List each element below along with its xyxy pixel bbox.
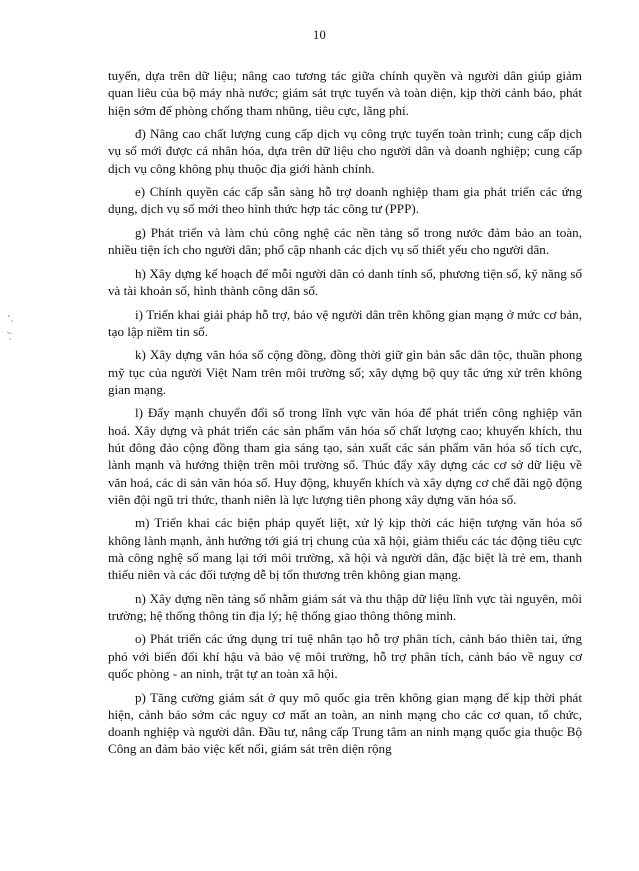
- paragraph-continued: tuyến, dựa trên dữ liệu; nâng cao tương tác giữa chính quyền và người dân giúp giảm quan liêu của bộ máy nhà nước; giám sát trực tuyến và toàn diện, kịp thời cảnh báo, phát hiện sớm để phòng chống tham nhũng, tiêu cực, lãng phí.: [108, 68, 582, 118]
- body-text: [108, 67, 582, 764]
- paragraph-k: k) Xây dựng văn hóa số cộng đồng, đồng thời giữ gìn bản sắc dân tộc, thuần phong mỹ tục của người Việt Nam trên môi trường số; xây dựng bộ quy tắc ứng xử trên không gian mạng.: [108, 347, 582, 397]
- paragraph-p: p) Tăng cường giám sát ở quy mô quốc gia trên không gian mạng để kịp thời phát hiện, cảnh báo sớm các nguy cơ mất an toàn, an ninh mạng cho các cơ quan, tổ chức, doanh nghiệp và người dân. Đầu tư, nâng cấp Trung tâm an ninh mạng quốc gia thuộc Bộ Công an đảm bảo việc kết nối, giám sát trên diện rộng: [108, 689, 582, 757]
- paragraph-g: g) Phát triển và làm chủ công nghệ các nền tảng số trong nước đảm bảo an toàn, nhiều tiện ích cho người dân; phổ cập nhanh các dịch vụ số thiết yếu cho người dân.: [108, 224, 582, 258]
- scan-artifact-icon: [4, 312, 18, 352]
- paragraph-o: o) Phát triển các ứng dụng trí tuệ nhân tạo hỗ trợ phân tích, cảnh báo thiên tai, ứng phó với biến đổi khí hậu và bảo vệ môi trường, hỗ trợ phân tích, cảnh báo về nguy cơ quốc phòng - an ninh, trật tự an toàn xã hội.: [108, 631, 582, 682]
- paragraph-h: h) Xây dựng kế hoạch để mỗi người dân có danh tính số, phương tiện số, kỹ năng số và tài khoản số, hình thành công dân số.: [108, 265, 582, 299]
- paragraph-n: n) Xây dựng nền tảng số nhằm giám sát và thu thập dữ liệu lĩnh vực tài nguyên, môi trường; hệ thống thông tin địa lý; hệ thống giao thông thông minh.: [108, 590, 582, 623]
- paragraph-d: đ) Nâng cao chất lượng cung cấp dịch vụ công trực tuyến toàn trình; cung cấp dịch vụ số mới được cá nhân hóa, dựa trên dữ liệu cho người dân và doanh nghiệp; cung cấp dịch vụ công không phụ thuộc địa giới hành chính.: [108, 126, 582, 176]
- paragraph-m: m) Triển khai các biện pháp quyết liệt, xử lý kịp thời các hiện tượng văn hóa số không lành mạnh, ảnh hưởng tới giá trị chung của xã hội, giảm thiểu các tác động tiêu cực mà công nghệ số mang lại tới môi trường, xã hội và người dân, đặc biệt là trẻ em, thanh thiếu niên và các đối tượng dễ bị tổn thương trên không gian mạng.: [108, 515, 582, 583]
- margin-scan-marks: [4, 312, 18, 353]
- paragraph-e: e) Chính quyền các cấp sẵn sàng hỗ trợ doanh nghiệp tham gia phát triển các ứng dụng, dịch vụ số mới theo hình thức hợp tác công tư (PPP).: [108, 184, 582, 217]
- page-number: 10: [312, 28, 327, 42]
- paragraph-l: l) Đẩy mạnh chuyển đổi số trong lĩnh vực văn hóa để phát triển công nghiệp văn hoá. Xây dựng và phát triển các sản phẩm văn hóa số chất lượng cao; khuyến khích, thu hút đông đảo cộng đồng tham gia sáng tạo, sản xuất các sản phẩm văn hóa số tích cực, lành mạnh và hướng thiện trên môi trường số. Thúc đẩy xây dựng các cơ sở dữ liệu về văn hoá, các di sản văn hóa số. Huy động, khuyến khích và xây dựng cơ chế đãi ngộ động viên đội ngũ tri thức, thanh niên là lực lượng tiên phong xây dựng văn hóa số.: [108, 405, 582, 507]
- paragraph-i: i) Triển khai giải pháp hỗ trợ, bảo vệ người dân trên không gian mạng ở mức cơ bản, tạo lập niềm tin số.: [108, 306, 582, 339]
